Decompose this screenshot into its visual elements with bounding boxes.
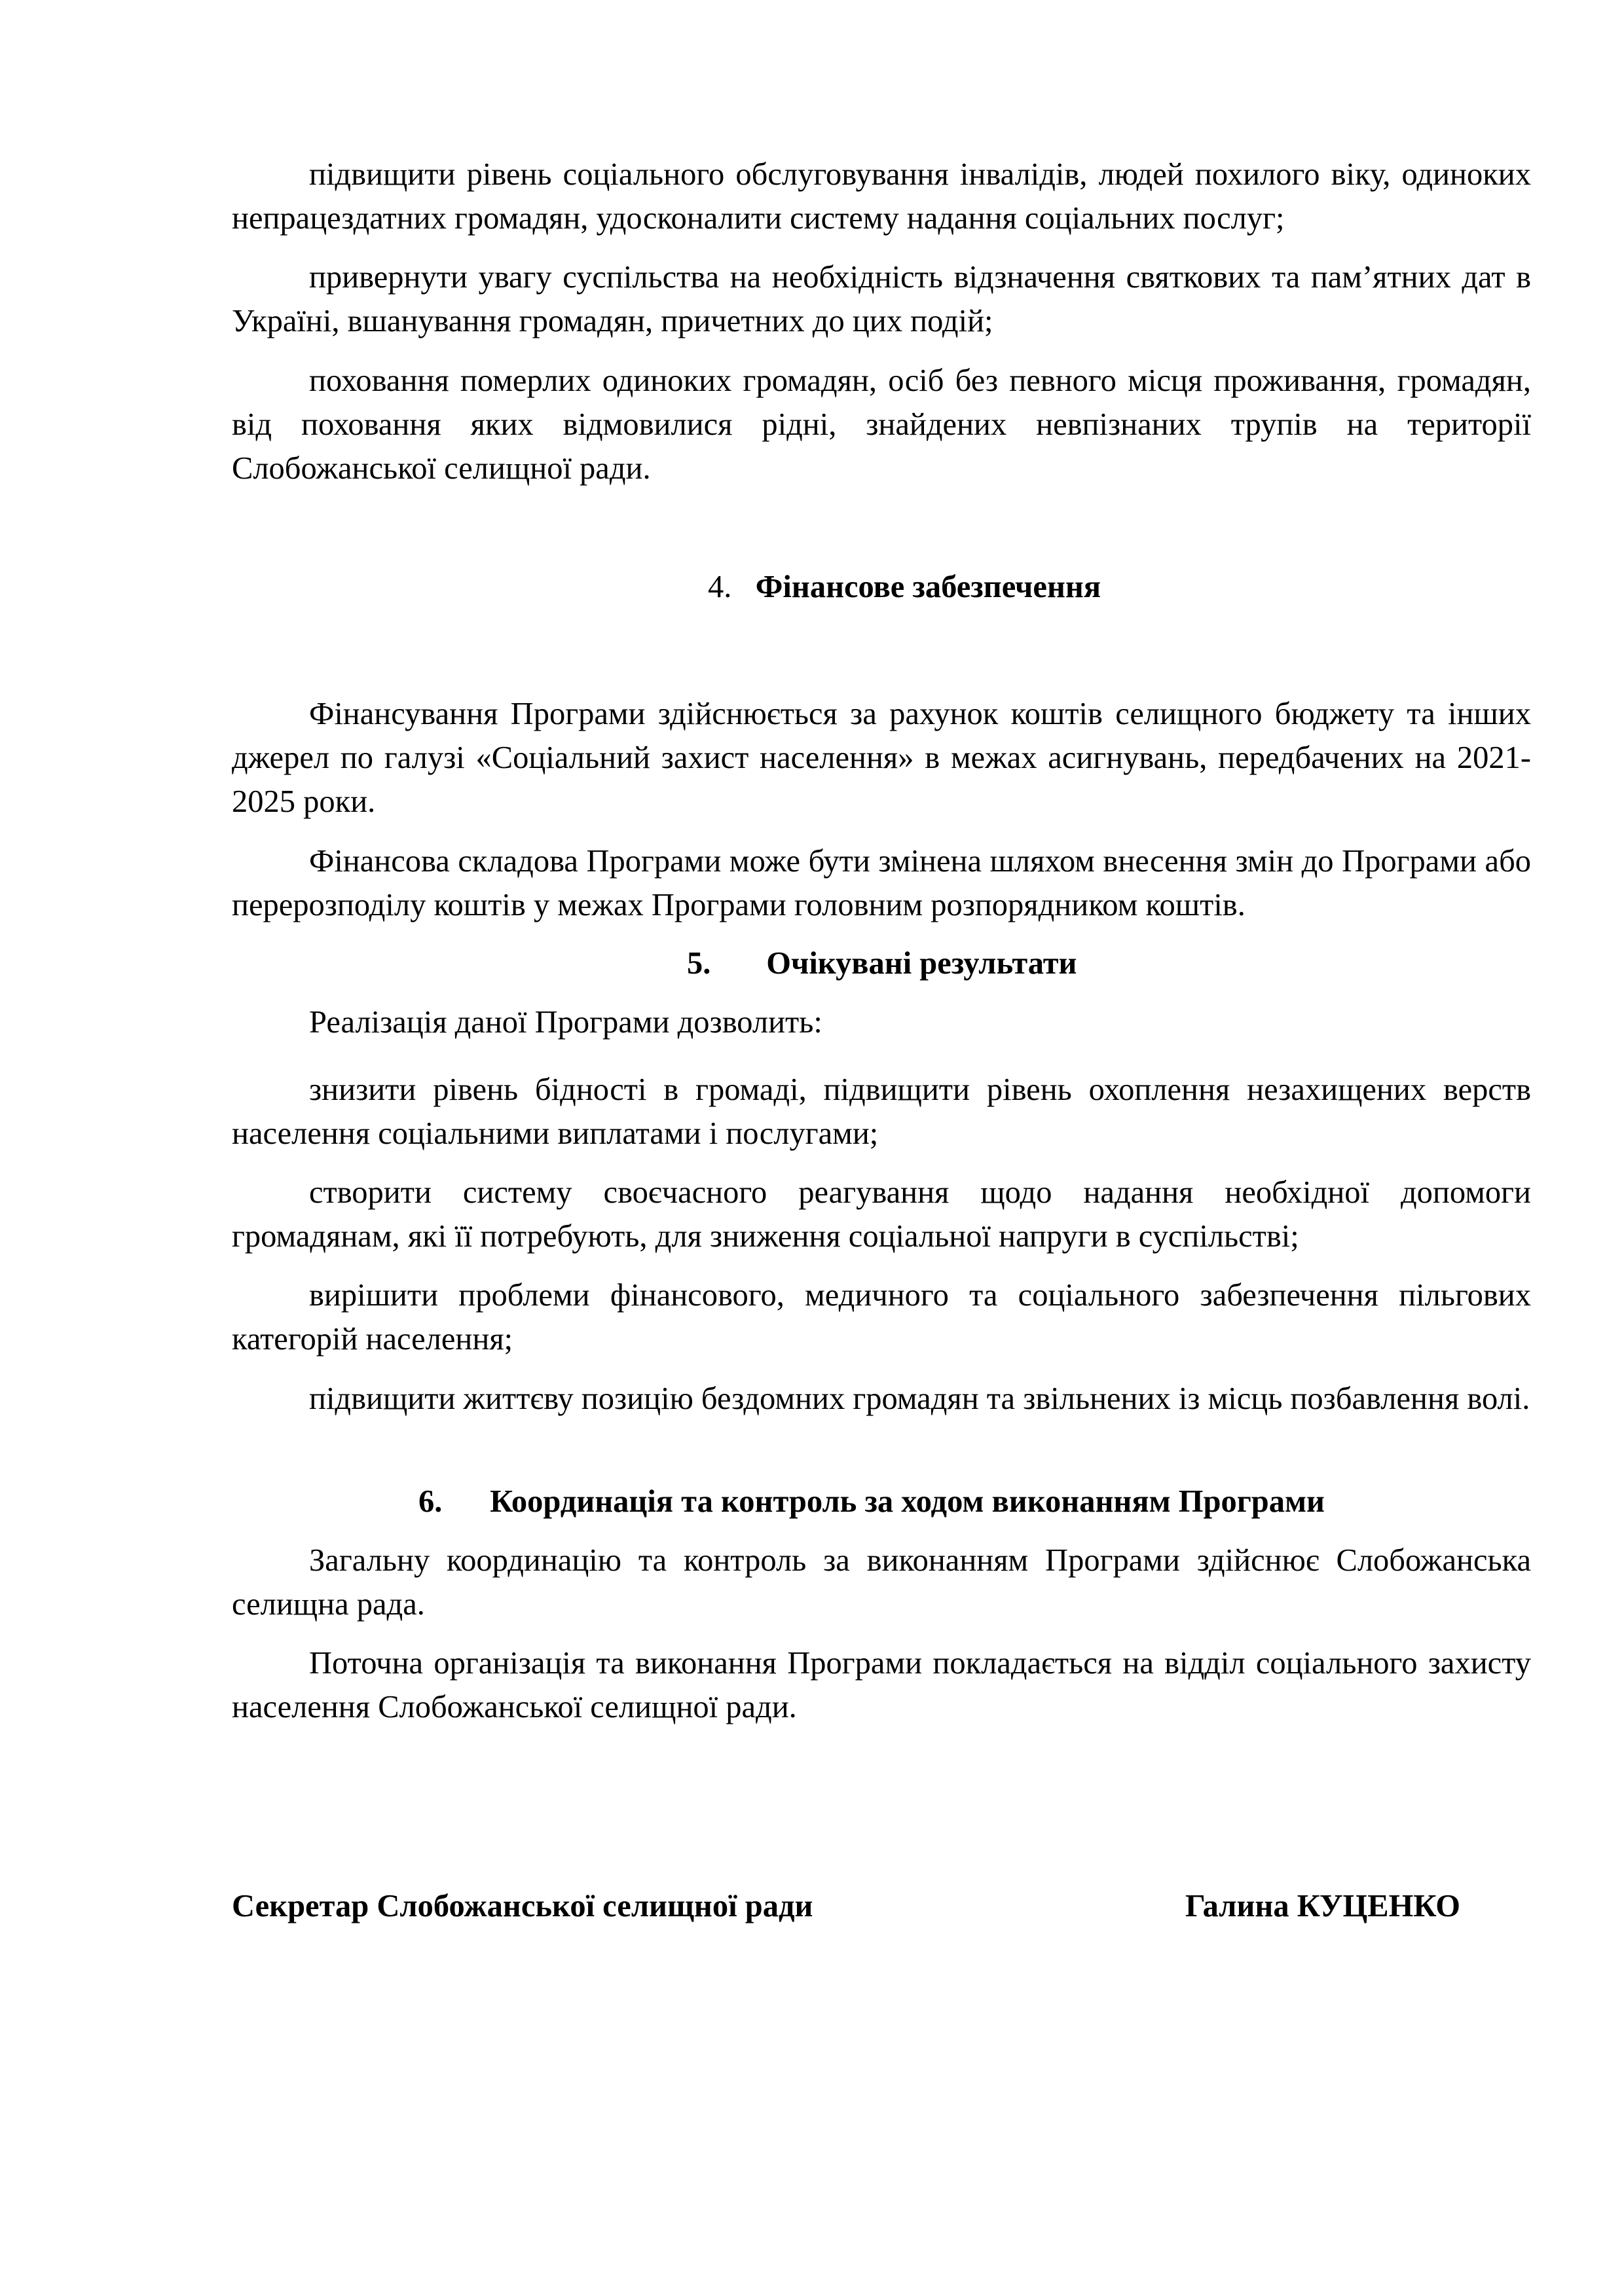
section-5-paragraph-4: вирішити проблеми фінансового, медичного та соціального забезпечення пільгових категорій населення; [232, 1278, 1531, 1357]
section-4-paragraph-2: Фінансова складова Програми може бути змінена шляхом внесення змін до Програми або перерозподілу коштів у межах Програми головним розпорядником коштів. [232, 844, 1531, 922]
section-6-paragraph-1: Загальну координацію та контроль за виконанням Програми здійснює Слобожанська селищна рада. [232, 1543, 1531, 1622]
section-5-heading [687, 941, 1077, 985]
intro-paragraph-1: підвищити рівень соціального обслуговування інвалідів, людей похилого віку, одиноких непрацездатних громадян, удосконалити систему надання соціальних послуг; [232, 157, 1531, 236]
section-4-title: Фінансове забезпечення [755, 570, 1101, 604]
section-5-paragraph-2: знизити рівень бідності в громаді, підвищити рівень охоплення незахищених верств населення соціальними виплатами і послугами; [232, 1072, 1531, 1151]
section-5-paragraph-3: створити систему своєчасного реагування щодо надання необхідної допомоги громадянам, які її потребують, для зниження соціальної напруги в суспільстві; [232, 1175, 1531, 1254]
section-4-number: 4. [708, 570, 732, 604]
signature-position: Секретар Слобожанської селищної ради [232, 1889, 813, 1923]
intro-paragraph-3: поховання померлих одиноких громадян, осіб без певного місця проживання, громадян, від поховання яких відмовилися рідні, знайдених невпізнаних трупів на території Слобожанської селищної ради. [232, 363, 1531, 486]
section-6-heading [418, 1480, 1325, 1523]
section-5-paragraph-5: підвищити життєву позицію бездомних громадян та звільнених із місць позбавлення волі. [309, 1381, 1530, 1416]
section-5-number: 5. [687, 946, 711, 981]
section-6-title: Координація та контроль за ходом виконанням Програми [490, 1484, 1325, 1519]
intro-paragraph-2: привернути увагу суспільства на необхідність відзначення святкових та пам’ятних дат в Україні, вшанування громадян, причетних до цих подій; [232, 260, 1531, 338]
section-6-number: 6. [418, 1484, 443, 1519]
section-5-title: Очікувані результати [766, 946, 1077, 981]
signature-name: Галина КУЦЕНКО [1185, 1889, 1461, 1923]
section-6-paragraph-2: Поточна організація та виконання Програми покладається на відділ соціального захисту населення Слобожанської селищної ради. [232, 1646, 1531, 1724]
section-5-paragraph-1: Реалізація даної Програми дозволить: [309, 1005, 822, 1040]
section-4-paragraph-1: Фінансування Програми здійснюється за рахунок коштів селищного бюджету та інших джерел по галузі «Соціальний захист населення» в межах асигнувань, передбачених на 2021-2025 роки. [232, 697, 1531, 819]
section-4-heading [708, 565, 1101, 609]
